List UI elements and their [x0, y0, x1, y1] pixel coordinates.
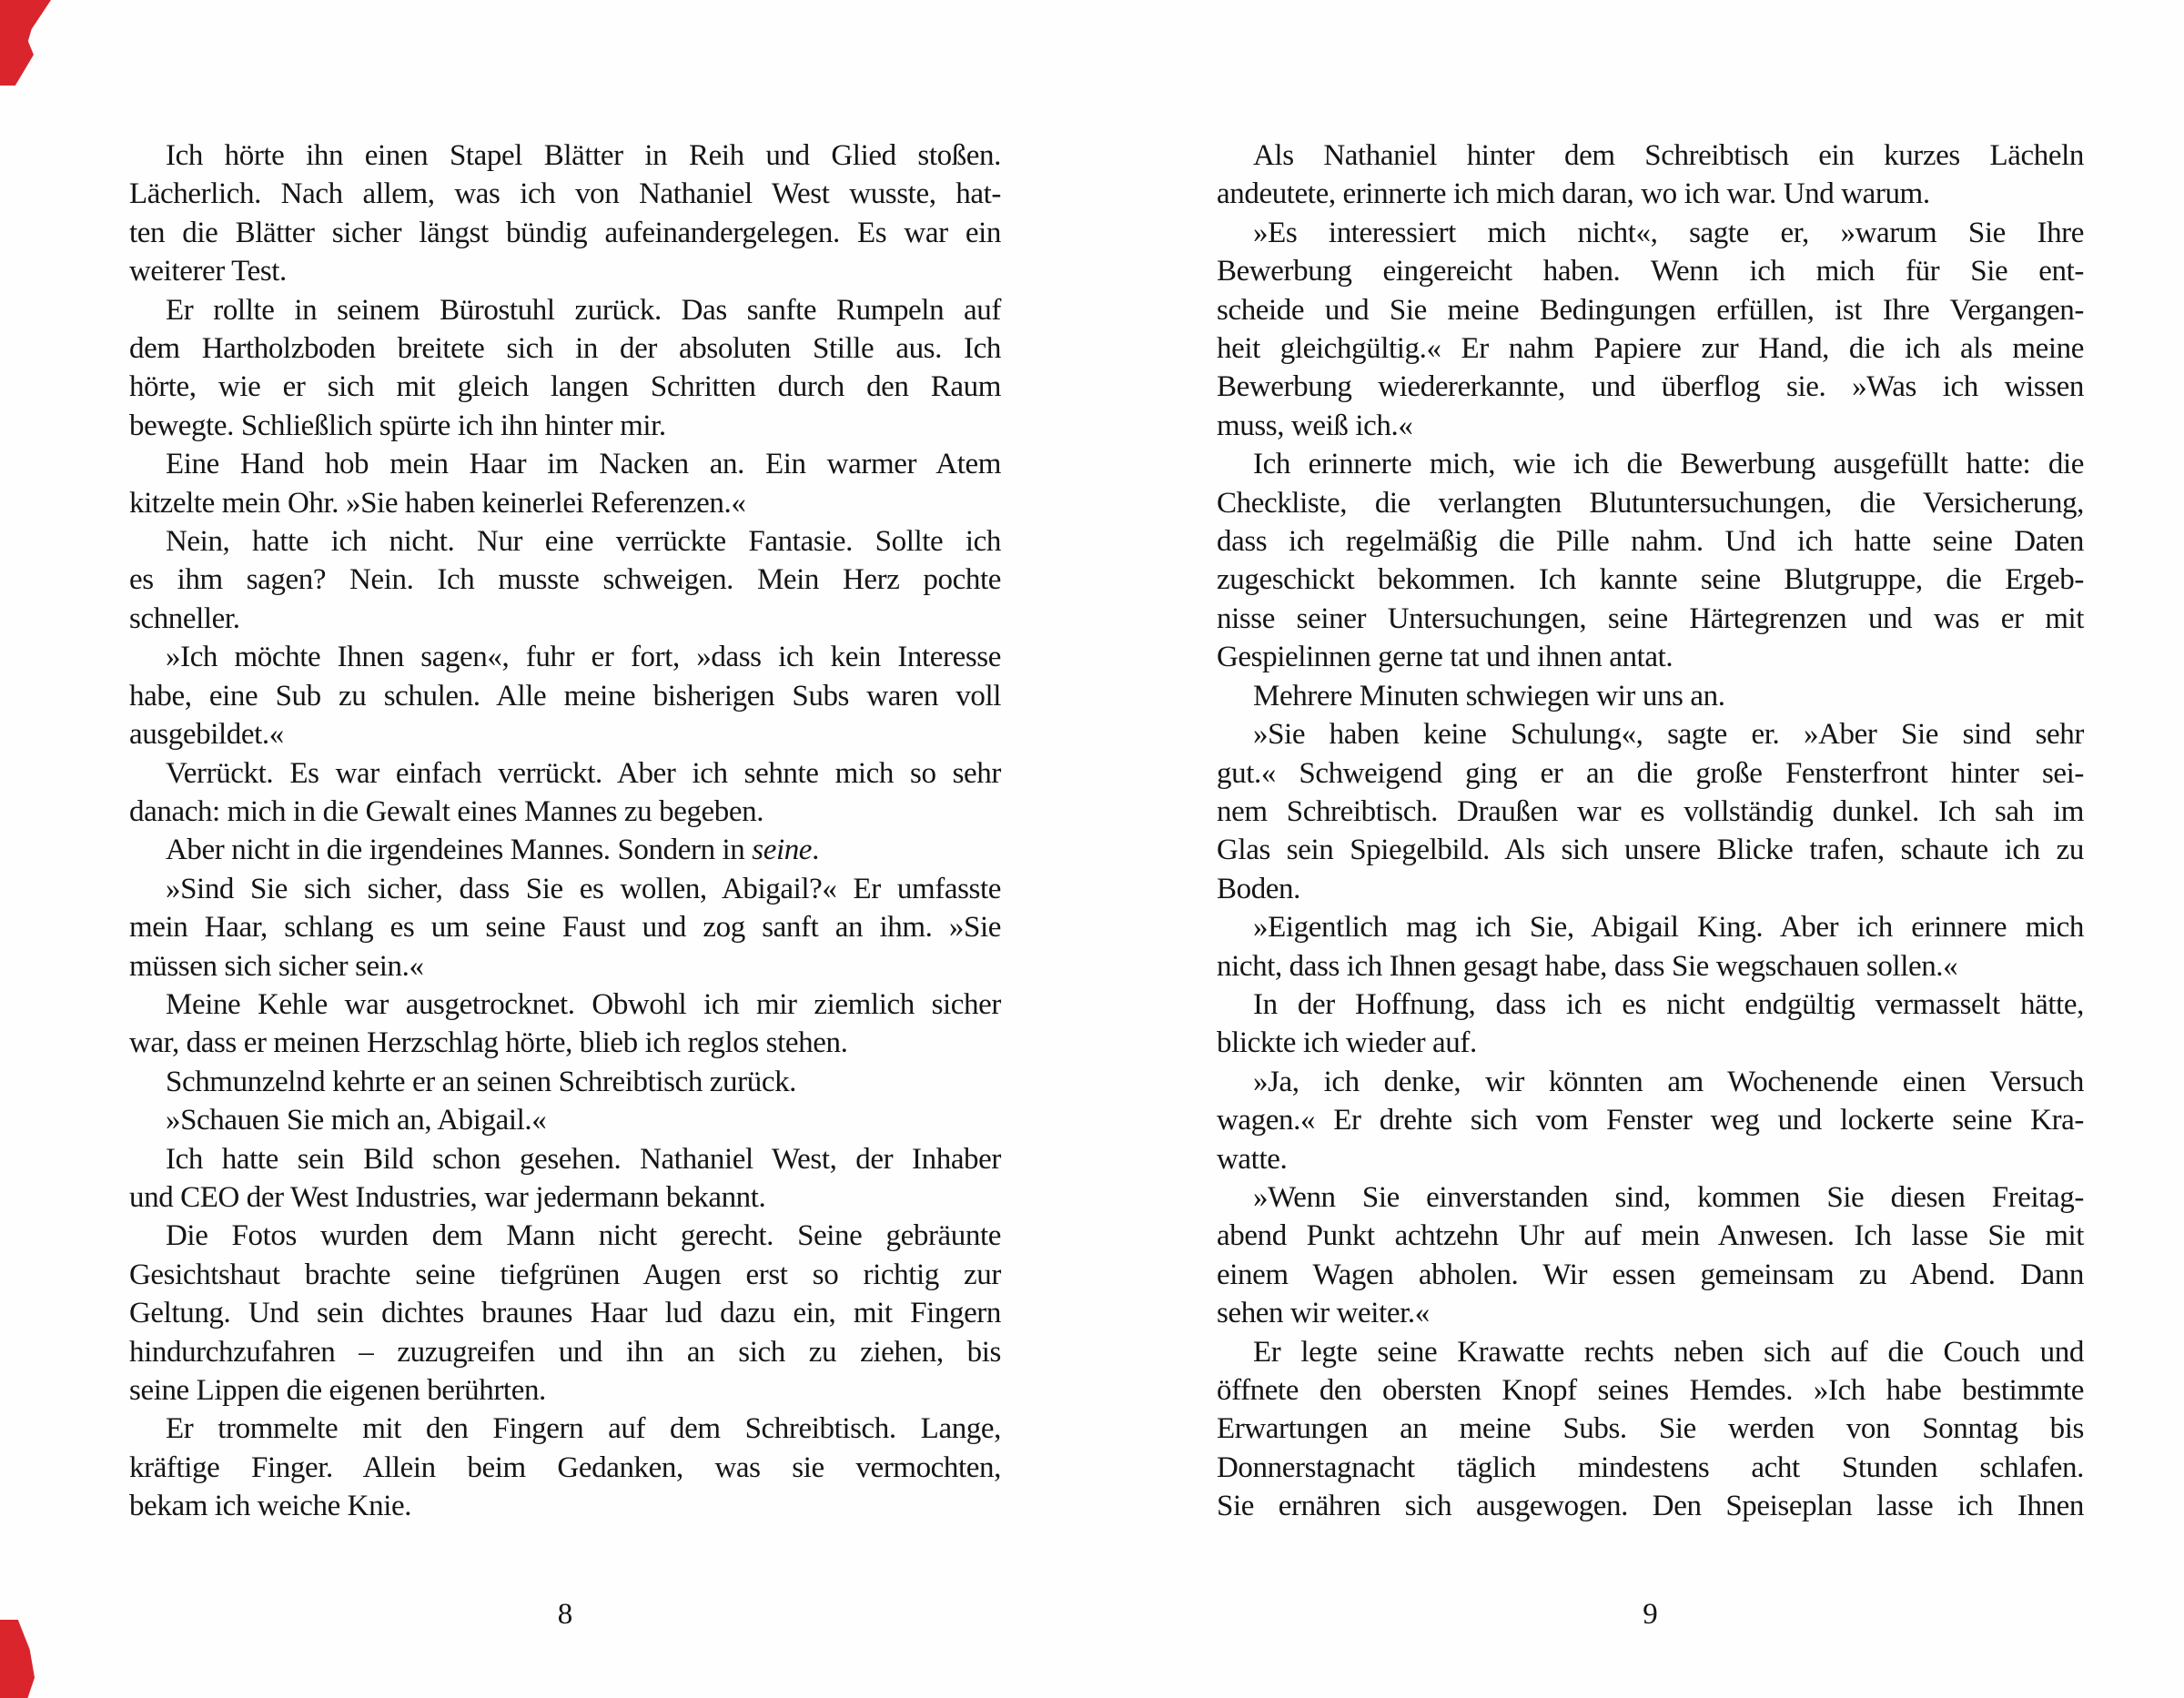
page-left: [129, 0, 1001, 1698]
text-line: nisse seiner Untersuchungen, seine Härtegrenzen und was er mit: [1217, 601, 2084, 635]
text-line: es ihm sagen? Nein. Ich musste schweigen. Mein Herz pochte: [129, 563, 1001, 597]
text-line: schneller.: [129, 601, 240, 635]
page-number-left: 8: [557, 1598, 573, 1631]
text-line: Aber nicht in die irgendeines Mannes. Sondern in seine.: [166, 834, 819, 867]
text-line: »Ja, ich denke, wir könnten am Wochenende einen Versuch: [1253, 1065, 2084, 1098]
text-line: Verrückt. Es war einfach verrückt. Aber ich sehnte mich so sehr: [166, 756, 1001, 790]
text-line: andeutete, erinnerte ich mich daran, wo ich war. Und warum.: [1217, 177, 1930, 211]
text-line: Er legte seine Krawatte rechts neben sich auf die Couch und: [1253, 1335, 2084, 1369]
text-line: Schmunzelnd kehrte er an seinen Schreibtisch zurück.: [166, 1065, 797, 1098]
text-line: »Schauen Sie mich an, Abigail.«: [166, 1104, 547, 1137]
text-line: abend Punkt achtzehn Uhr auf mein Anwesen. Ich lasse Sie mit: [1217, 1219, 2084, 1253]
text-line: Erwartungen an meine Subs. Sie werden von Sonntag bis: [1217, 1412, 2084, 1446]
text-line: bekam ich weiche Knie.: [129, 1490, 412, 1523]
text-line: Er trommelte mit den Fingern auf dem Schreibtisch. Lange,: [166, 1412, 1001, 1446]
text-line: Mehrere Minuten schwiegen wir uns an.: [1253, 679, 1725, 713]
text-line: Lächerlich. Nach allem, was ich von Nathaniel West wusste, hat-: [129, 177, 1001, 211]
text-line: Nein, hatte ich nicht. Nur eine verrückte Fantasie. Sollte ich: [166, 525, 1001, 559]
text-line: sehen wir weiter.«: [1217, 1297, 1430, 1330]
text-line: muss, weiß ich.«: [1217, 409, 1413, 442]
text-line: müssen sich sicher sein.«: [129, 949, 424, 983]
text-line: »Wenn Sie einverstanden sind, kommen Sie diesen Freitag-: [1253, 1180, 2084, 1214]
text-line: hörte, wie er sich mit gleich langen Schritten durch den Raum: [129, 370, 1001, 404]
text-line: wagen.« Er drehte sich vom Fenster weg und lockerte seine Kra-: [1217, 1104, 2084, 1137]
text-line: danach: mich in die Gewalt eines Mannes zu begeben.: [129, 794, 764, 828]
text-line: »Sie haben keine Schulung«, sagte er. »Aber Sie sind sehr: [1253, 718, 2084, 752]
text-line: ten die Blätter sicher längst bündig aufeinandergelegen. Es war ein: [129, 216, 1001, 249]
text-line: nicht, dass ich Ihnen gesagt habe, dass Sie wegschauen sollen.«: [1217, 949, 1958, 983]
text-line: kitzelte mein Ohr. »Sie haben keinerlei Referenzen.«: [129, 486, 746, 520]
text-line: blickte ich wieder auf.: [1217, 1026, 1477, 1060]
text-line: war, dass er meinen Herzschlag hörte, blieb ich reglos stehen.: [129, 1026, 848, 1060]
text-line: weiterer Test.: [129, 255, 287, 288]
text-line: Ich erinnerte mich, wie ich die Bewerbung ausgefüllt hatte: die: [1253, 448, 2084, 481]
text-line: öffnete den obersten Knopf seines Hemdes. »Ich habe bestimmte: [1217, 1374, 2084, 1407]
text-line: Er rollte in seinem Bürostuhl zurück. Das sanfte Rumpeln auf: [166, 293, 1001, 327]
text-line: hindurchzufahren – zuzugreifen und ihn an sich zu ziehen, bis: [129, 1335, 1001, 1369]
text-line: »Eigentlich mag ich Sie, Abigail King. Aber ich erinnere mich: [1253, 911, 2084, 945]
text-line: Geltung. Und sein dichtes braunes Haar lud dazu ein, mit Fingern: [129, 1297, 1001, 1330]
text-line: watte.: [1217, 1142, 1288, 1176]
page-left-text: [129, 136, 1001, 1526]
page-number-right: 9: [1643, 1598, 1658, 1631]
text-line: mein Haar, schlang es um seine Faust und zog sanft an ihm. »Sie: [129, 911, 1001, 945]
text-line: In der Hoffnung, dass ich es nicht endgültig vermasselt hätte,: [1253, 987, 2084, 1021]
page-right: [1217, 0, 2084, 1698]
text-line: gut.« Schweigend ging er an die große Fensterfront hinter sei-: [1217, 756, 2084, 790]
text-line: Sie ernähren sich ausgewogen. Den Speiseplan lasse ich Ihnen: [1217, 1490, 2084, 1523]
text-line: seine Lippen die eigenen berührten.: [129, 1374, 546, 1407]
text-line: dass ich regelmäßig die Pille nahm. Und ich hatte seine Daten: [1217, 525, 2084, 559]
page-right-text: [1217, 136, 2084, 1526]
text-line: Gespielinnen gerne tat und ihnen antat.: [1217, 641, 1673, 674]
text-line: ausgebildet.«: [129, 718, 284, 752]
text-line: und CEO der West Industries, war jedermann bekannt.: [129, 1180, 766, 1214]
text-line: heit gleichgültig.« Er nahm Papiere zur Hand, die ich als meine: [1217, 332, 2084, 366]
text-line: einem Wagen abholen. Wir essen gemeinsam zu Abend. Dann: [1217, 1258, 2084, 1291]
text-line: Checkliste, die verlangten Blutuntersuchungen, die Versicherung,: [1217, 486, 2084, 520]
text-line: bewegte. Schließlich spürte ich ihn hinter mir.: [129, 409, 666, 442]
text-line: Bewerbung wiedererkannte, und überflog sie. »Was ich wissen: [1217, 370, 2084, 404]
red-cover-corner-top-left: [0, 0, 51, 86]
text-line: Boden.: [1217, 872, 1301, 905]
text-line: Meine Kehle war ausgetrocknet. Obwohl ich mir ziemlich sicher: [166, 987, 1001, 1021]
text-line: Gesichtshaut brachte seine tiefgrünen Augen erst so richtig zur: [129, 1258, 1001, 1291]
text-line: kräftige Finger. Allein beim Gedanken, was sie vermochten,: [129, 1450, 1001, 1484]
text-line: »Es interessiert mich nicht«, sagte er, »warum Sie Ihre: [1253, 216, 2084, 249]
text-line: »Ich möchte Ihnen sagen«, fuhr er fort, »dass ich kein Interesse: [166, 641, 1001, 674]
text-line: scheide und Sie meine Bedingungen erfüllen, ist Ihre Vergangen-: [1217, 293, 2084, 327]
text-line: zugeschickt bekommen. Ich kannte seine Blutgruppe, die Ergeb-: [1217, 563, 2084, 597]
text-line: Donnerstagnacht täglich mindestens acht Stunden schlafen.: [1217, 1450, 2084, 1484]
text-line: »Sind Sie sich sicher, dass Sie es wollen, Abigail?« Er umfasste: [166, 872, 1001, 905]
text-line: dem Hartholzboden breitete sich in der absoluten Stille aus. Ich: [129, 332, 1001, 366]
text-line: Ich hörte ihn einen Stapel Blätter in Reih und Glied stoßen.: [166, 139, 1001, 172]
text-line: nem Schreibtisch. Draußen war es vollständig dunkel. Ich sah im: [1217, 794, 2084, 828]
text-line: Ich hatte sein Bild schon gesehen. Nathaniel West, der Inhaber: [166, 1142, 1001, 1176]
red-cover-corner-bottom-left: [0, 1620, 35, 1698]
text-line: Glas sein Spiegelbild. Als sich unsere Blicke trafen, schaute ich zu: [1217, 834, 2084, 867]
text-line: habe, eine Sub zu schulen. Alle meine bisherigen Subs waren voll: [129, 679, 1001, 713]
text-line: Die Fotos wurden dem Mann nicht gerecht. Seine gebräunte: [166, 1219, 1001, 1253]
text-line: Bewerbung eingereicht haben. Wenn ich mich für Sie ent-: [1217, 255, 2084, 288]
text-line: Eine Hand hob mein Haar im Nacken an. Ein warmer Atem: [166, 448, 1001, 481]
text-line: Als Nathaniel hinter dem Schreibtisch ein kurzes Lächeln: [1253, 139, 2084, 172]
